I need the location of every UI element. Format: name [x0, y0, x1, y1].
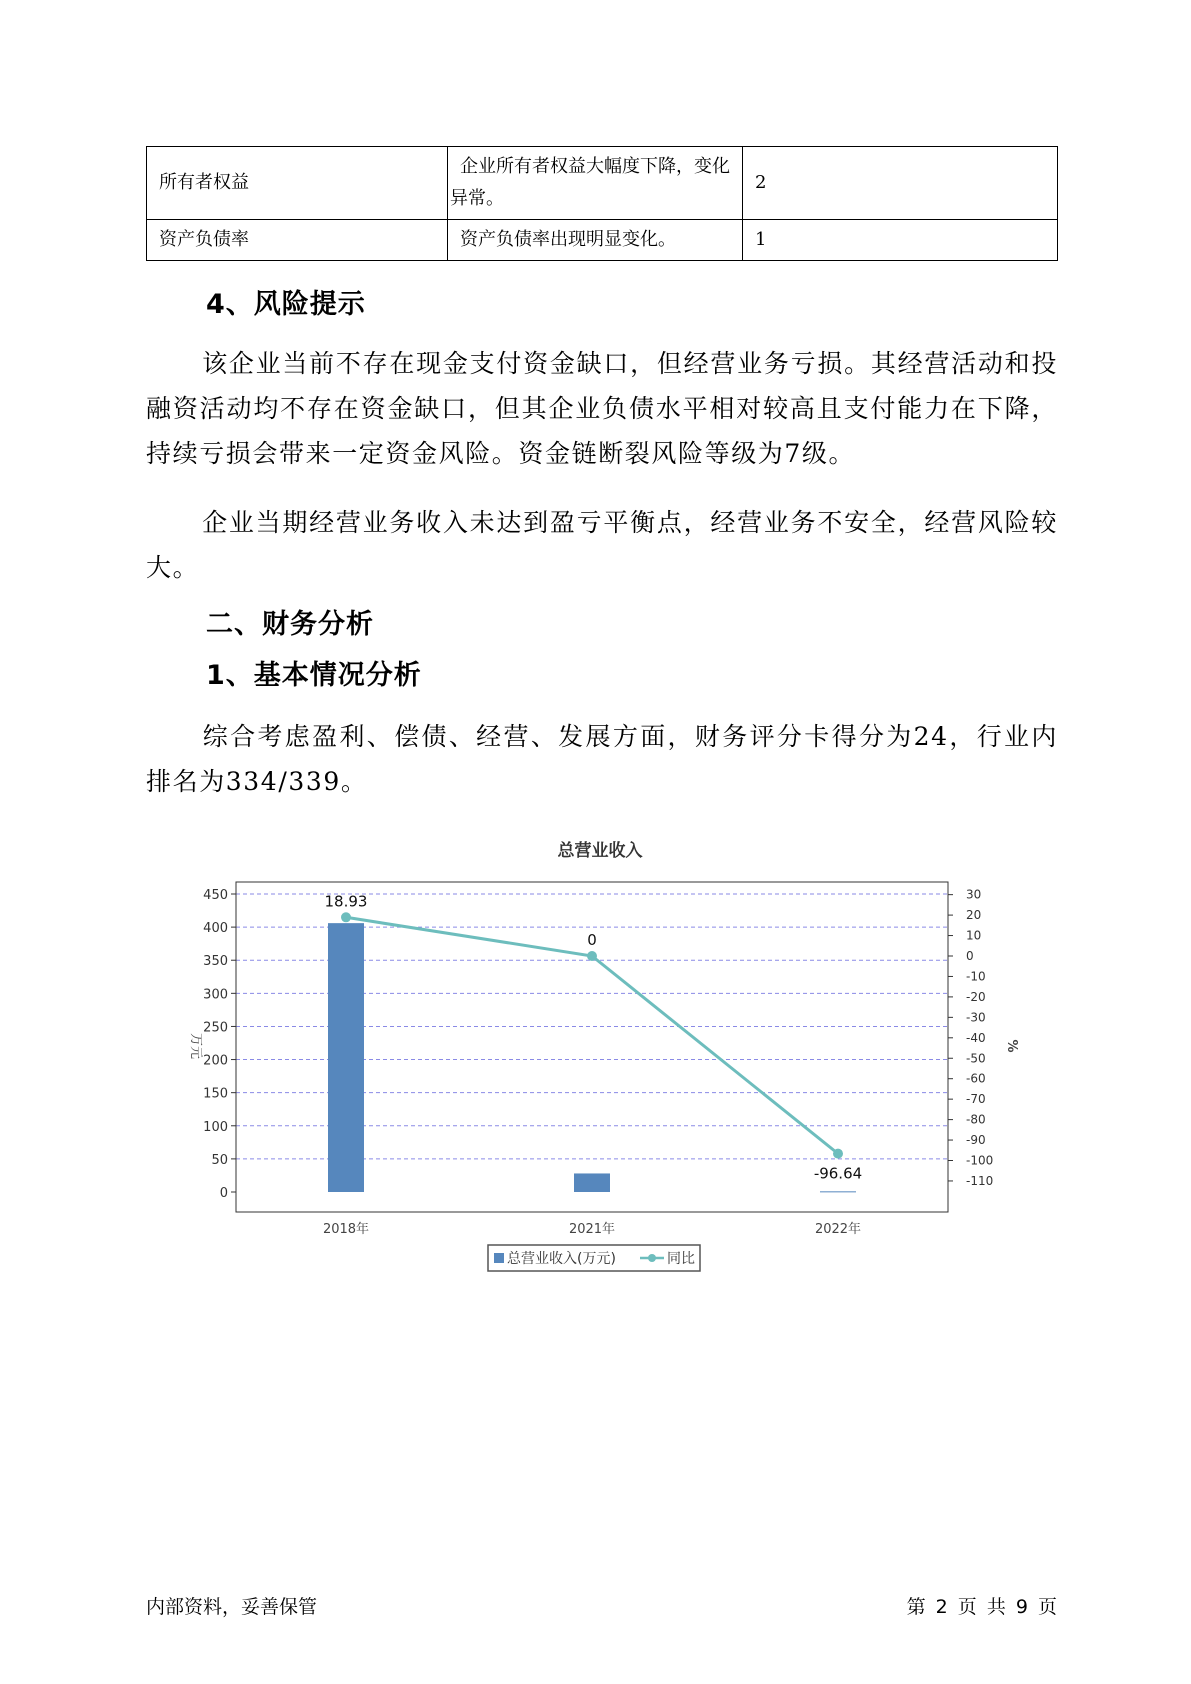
y-tick-label: 350	[203, 954, 228, 970]
table-cell-description	[448, 220, 743, 261]
legend-bar-label: 总营业收入(万元)	[507, 1251, 616, 1267]
paragraph-text: 综合考虑盈利、偿债、经营、发展方面，财务评分卡得分为24，行业内排名为334/339。	[146, 722, 1058, 796]
table-cell-description-text: 企业所有者权益大幅度下降，变化异常。	[450, 156, 730, 209]
y2-tick-label: -100	[966, 1153, 994, 1168]
table-cell-item: 所有者权益	[147, 147, 448, 220]
y-tick-label: 0	[219, 1186, 228, 1201]
paragraph-risk-2	[146, 500, 1058, 590]
table-cell-description-text: 资产负债率出现明显变化。	[460, 229, 676, 250]
y2-tick-label: -70	[966, 1092, 986, 1107]
y2-tick-label: -40	[966, 1030, 986, 1045]
bar	[328, 923, 364, 1192]
y2-tick-label: 20	[966, 908, 982, 923]
data-label: -96.64	[813, 1164, 863, 1183]
x-tick-label: 2021年	[568, 1222, 616, 1237]
chart-legend	[488, 1245, 700, 1271]
legend-bar-swatch	[494, 1253, 504, 1263]
y2-tick-label: 0	[966, 949, 974, 963]
footer-page-number: 第 2 页 共 9 页	[906, 1596, 1057, 1618]
y-tick-label: 250	[203, 1020, 228, 1036]
line-point	[587, 951, 597, 961]
bar	[820, 1191, 856, 1192]
y-tick-label: 100	[203, 1119, 228, 1135]
y2-tick-label: -90	[966, 1133, 986, 1148]
bar-series	[328, 923, 856, 1192]
y-tick-label: 300	[203, 987, 228, 1003]
line-point	[341, 912, 351, 922]
table-cell-item: 资产负债率	[147, 220, 448, 261]
y2-tick-label: -50	[966, 1051, 986, 1066]
y-tick-label: 200	[203, 1053, 228, 1069]
y2-tick-label: -110	[966, 1173, 994, 1188]
data-label: 0	[587, 931, 597, 949]
table-cell-score: 1	[743, 220, 1058, 261]
legend-line-label: 同比	[667, 1251, 695, 1267]
table-row	[147, 147, 1058, 220]
y-axis-left	[203, 888, 236, 1201]
y2-tick-label: -80	[966, 1112, 986, 1127]
table-cell-score: 2	[743, 147, 1058, 220]
y2-tick-label: -30	[966, 1010, 986, 1025]
paragraph-basic-analysis	[146, 714, 1058, 804]
y2-tick-label: 10	[966, 928, 982, 943]
footer-confidential: 内部资料，妥善保管	[146, 1596, 318, 1618]
chart-title: 总营业收入	[557, 841, 643, 861]
revenue-chart	[170, 828, 1030, 1288]
paragraph-risk-1	[146, 341, 1058, 476]
subsection-heading-basic: 1、基本情况分析	[206, 660, 422, 691]
section-heading-risk: 4、风险提示	[206, 289, 366, 320]
paragraph-text: 该企业当前不存在现金支付资金缺口，但经营业务亏损。其经营活动和投融资活动均不存在资金缺口，但其企业负债水平相对较高且支付能力在下降，持续亏损会带来一定资金风险。资金链断裂风险等级为7级。	[146, 349, 1058, 468]
y2-tick-label: 30	[966, 887, 982, 902]
y2-tick-label: -60	[966, 1071, 986, 1086]
legend-line-marker	[648, 1254, 656, 1262]
y-tick-label: 150	[203, 1086, 228, 1102]
x-axis	[236, 1212, 948, 1237]
line-point	[833, 1149, 843, 1159]
y2-axis-label: %	[1004, 1039, 1019, 1053]
bar	[574, 1173, 610, 1192]
y-tick-label: 450	[203, 888, 228, 903]
section-heading-financial: 二、财务分析	[206, 609, 374, 640]
y-axis-right	[948, 882, 993, 1212]
paragraph-text: 企业当期经营业务收入未达到盈亏平衡点，经营业务不安全，经营风险较大。	[146, 508, 1058, 582]
y-axis-label: 万元	[188, 1032, 203, 1060]
y2-tick-label: -10	[966, 969, 986, 984]
x-tick-label: 2022年	[814, 1222, 862, 1237]
risk-indicator-table	[146, 146, 1058, 261]
table-cell-description	[448, 147, 743, 220]
y-tick-label: 400	[203, 921, 228, 937]
x-tick-label: 2018年	[322, 1222, 370, 1237]
line-series	[325, 892, 863, 1182]
data-label: 18.93	[324, 892, 368, 911]
table-row	[147, 220, 1058, 261]
y2-tick-label: -20	[966, 989, 986, 1004]
y-tick-label: 50	[211, 1152, 228, 1168]
